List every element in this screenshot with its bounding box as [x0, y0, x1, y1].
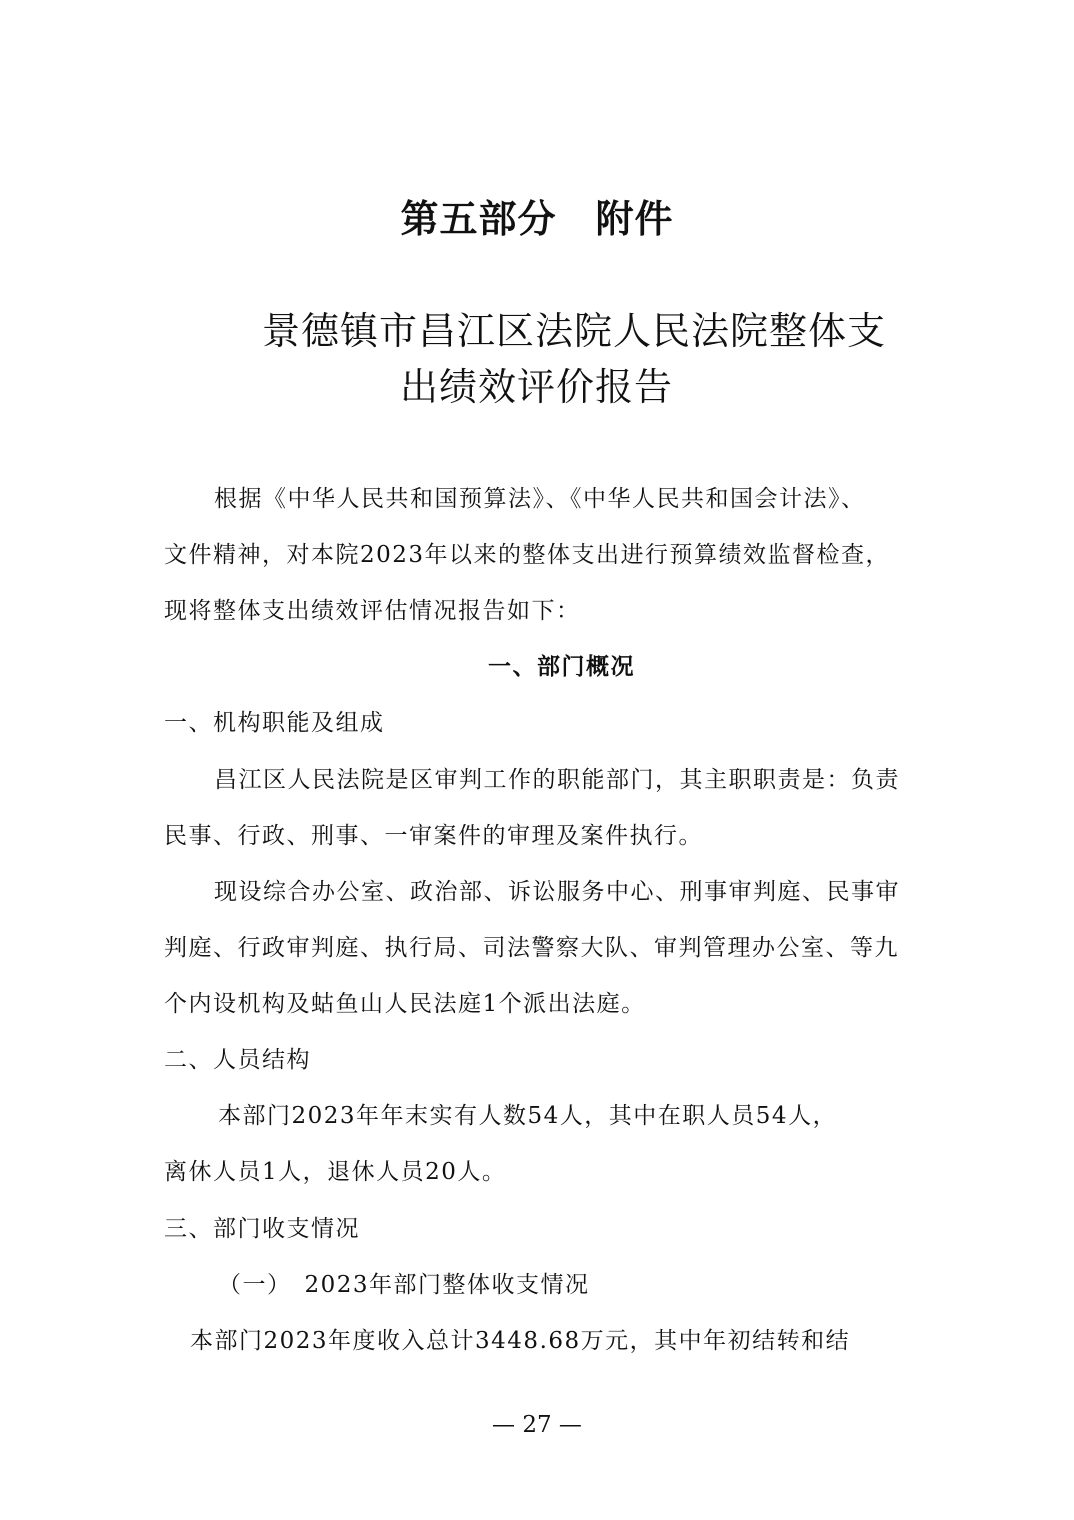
- functions-para-2-line-2: 判庭、行政审判庭、执行局、司法警察大队、审判管理办公室、等九: [164, 935, 899, 961]
- page-number: — 27 —: [492, 1412, 582, 1438]
- functions-para-1-line-2: 民事、行政、刑事、一审案件的审理及案件执行。: [164, 823, 703, 849]
- staff-para-line-2: 离休人员1人，退休人员20人。: [164, 1159, 507, 1185]
- functions-para-2-line-3: 个内设机构及蛄鱼山人民法庭1个派出法庭。: [164, 991, 646, 1017]
- section-heading-department-overview: 一、部门概况: [488, 654, 635, 680]
- subsection-heading-functions: 一、机构职能及组成: [164, 710, 385, 736]
- functions-para-1-line-1: 昌江区人民法院是区审判工作的职能部门，其主职职责是：负责: [214, 767, 900, 793]
- budget-para-line-1: 本部门2023年度收入总计3448.68万元，其中年初结转和结: [190, 1328, 851, 1354]
- report-title-line-1: 景德镇市昌江区法院人民法院整体支: [262, 309, 887, 353]
- part-title: 第五部分 附件: [400, 197, 674, 241]
- intro-line-2: 文件精神，对本院2023年以来的整体支出进行预算绩效监督检查，: [164, 542, 891, 568]
- functions-para-2-line-1: 现设综合办公室、政治部、诉讼服务中心、刑事审判庭、民事审: [214, 879, 900, 905]
- staff-para-line-1: 本部门2023年年末实有人数54人，其中在职人员54人，: [218, 1103, 838, 1129]
- budget-item-1-heading: （一） 2023年部门整体收支情况: [218, 1272, 590, 1298]
- subsection-heading-staff: 二、人员结构: [164, 1047, 311, 1073]
- subsection-heading-budget: 三、部门收支情况: [164, 1216, 360, 1242]
- intro-line-3: 现将整体支出绩效评估情况报告如下：: [164, 598, 581, 624]
- report-title-line-2: 出绩效评价报告: [400, 365, 674, 409]
- intro-line-1: 根据《中华人民共和国预算法》、《中华人民共和国会计法》、: [214, 486, 866, 512]
